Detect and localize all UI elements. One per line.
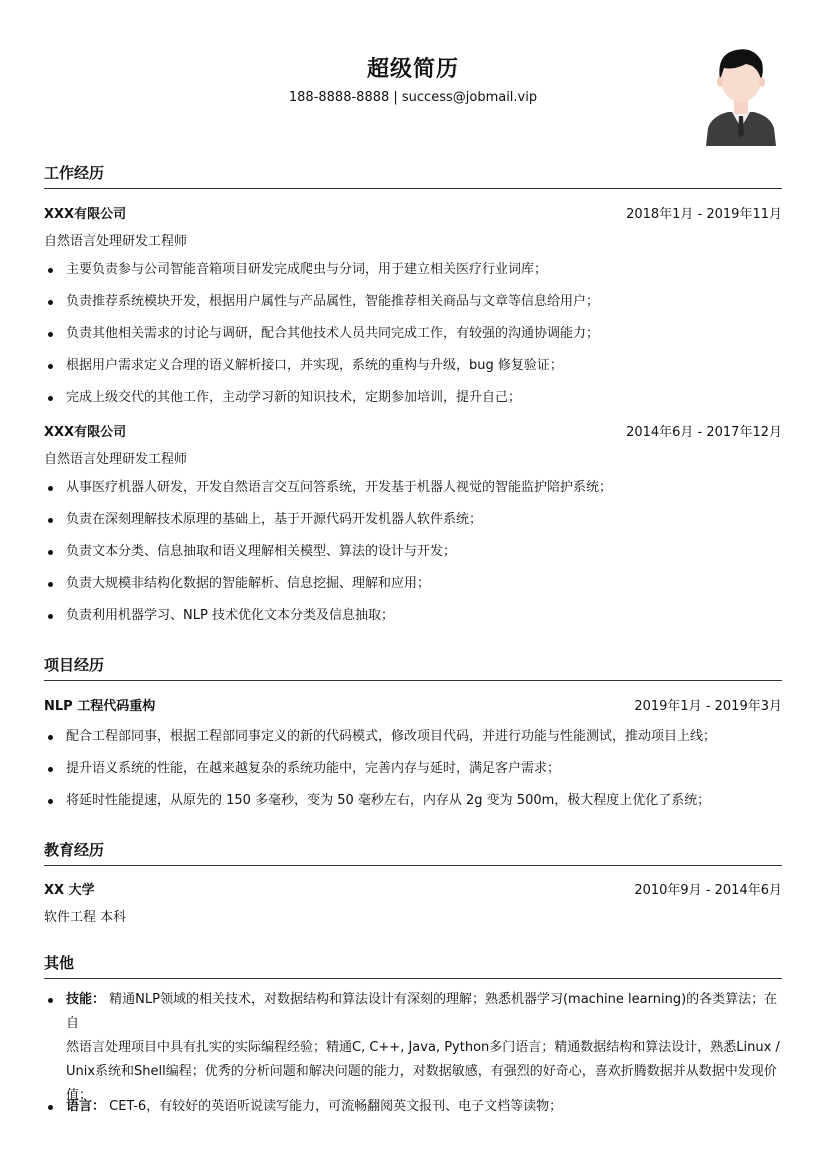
work-section-header	[44, 160, 782, 189]
job-1-role: 自然语言处理研发工程师	[44, 234, 188, 249]
avatar	[704, 44, 778, 146]
education-period: 2010年9月 - 2014年6月	[634, 883, 782, 898]
section-divider	[44, 865, 782, 866]
job-1-company: XXX有限公司	[44, 207, 127, 222]
project-item: 配合工程部同事，根据工程部同事定义的新的代码模式，修改项目代码，并进行功能与性能测试，推动项目上线；	[44, 725, 782, 749]
skills-line: 然语言处理项目中具有扎实的实际编程经验；精通C, C++, Java, Python多门语言；精通数据结构和算法设计，熟悉Linux /	[66, 1040, 780, 1055]
skills-line: Unix系统和Shell编程；优秀的分析问题和解决问题的能力，对数据敏感，有强烈的好奇心，喜欢折腾数据并从数据中发现价	[66, 1064, 777, 1079]
language-item	[44, 1095, 782, 1119]
work-section-title: 工作经历	[44, 164, 105, 182]
language-label: 语言：	[66, 1099, 106, 1114]
job-2-period: 2014年6月 - 2017年12月	[626, 425, 782, 440]
job-2-role: 自然语言处理研发工程师	[44, 452, 188, 467]
education-section-title: 教育经历	[44, 841, 105, 859]
section-divider	[44, 978, 782, 979]
other-section-title: 其他	[44, 954, 75, 972]
job-1-item: 根据用户需求定义合理的语义解析接口，并实现，系统的重构与升级，bug 修复验证；	[44, 354, 782, 378]
education-school: XX 大学	[44, 883, 95, 898]
project-item: 将延时性能提速，从原先的 150 多毫秒，变为 50 毫秒左右，内存从 2g 变为 500m，极大程度上优化了系统；	[44, 789, 782, 813]
language-text: CET-6，有较好的英语听说读写能力，可流畅翻阅英文报刊、电子文档等读物；	[109, 1099, 563, 1114]
project-section-title: 项目经历	[44, 656, 105, 674]
project-section-header	[44, 652, 782, 681]
job-2-company: XXX有限公司	[44, 425, 127, 440]
job-1-item: 负责其他相关需求的讨论与调研，配合其他技术人员共同完成工作，有较强的沟通协调能力；	[44, 322, 782, 346]
education-section-header	[44, 837, 782, 866]
skills-line: 精通NLP领域的相关技术，对数据结构和算法设计有深刻的理解；熟悉机器学习(machine learning)的各类算法；在自	[66, 992, 778, 1031]
other-section-header	[44, 950, 782, 979]
skills-label: 技能：	[66, 992, 106, 1007]
job-2-item: 负责利用机器学习、NLP 技术优化文本分类及信息抽取；	[44, 604, 782, 628]
job-2-item: 从事医疗机器人研发，开发自然语言交互问答系统，开发基于机器人视觉的智能监护陪护系统；	[44, 476, 782, 500]
skills-line: 值；	[66, 1088, 93, 1103]
job-1-item: 完成上级交代的其他工作，主动学习新的知识技术，定期参加培训，提升自己；	[44, 386, 782, 410]
skills-item	[44, 988, 782, 1108]
job-1-item: 主要负责参与公司智能音箱项目研发完成爬虫与分词，用于建立相关医疗行业词库；	[44, 258, 782, 282]
section-divider	[44, 680, 782, 681]
project-item: 提升语义系统的性能，在越来越复杂的系统功能中，完善内存与延时，满足客户需求；	[44, 757, 782, 781]
job-2-item: 负责文本分类、信息抽取和语义理解相关模型、算法的设计与开发；	[44, 540, 782, 564]
job-1-item: 负责推荐系统模块开发，根据用户属性与产品属性，智能推荐相关商品与文章等信息给用户；	[44, 290, 782, 314]
section-divider	[44, 188, 782, 189]
resume-name: 超级简历	[366, 57, 459, 82]
job-1-period: 2018年1月 - 2019年11月	[626, 207, 782, 222]
job-2-item: 负责在深刻理解技术原理的基础上，基于开源代码开发机器人软件系统；	[44, 508, 782, 532]
education-major: 软件工程 本科	[44, 910, 127, 925]
job-2-item: 负责大规模非结构化数据的智能解析、信息挖掘、理解和应用；	[44, 572, 782, 596]
project-name: NLP 工程代码重构	[44, 699, 156, 714]
project-period: 2019年1月 - 2019年3月	[634, 699, 782, 714]
contact-info: 188-8888-8888 | success@jobmail.vip	[288, 90, 538, 105]
